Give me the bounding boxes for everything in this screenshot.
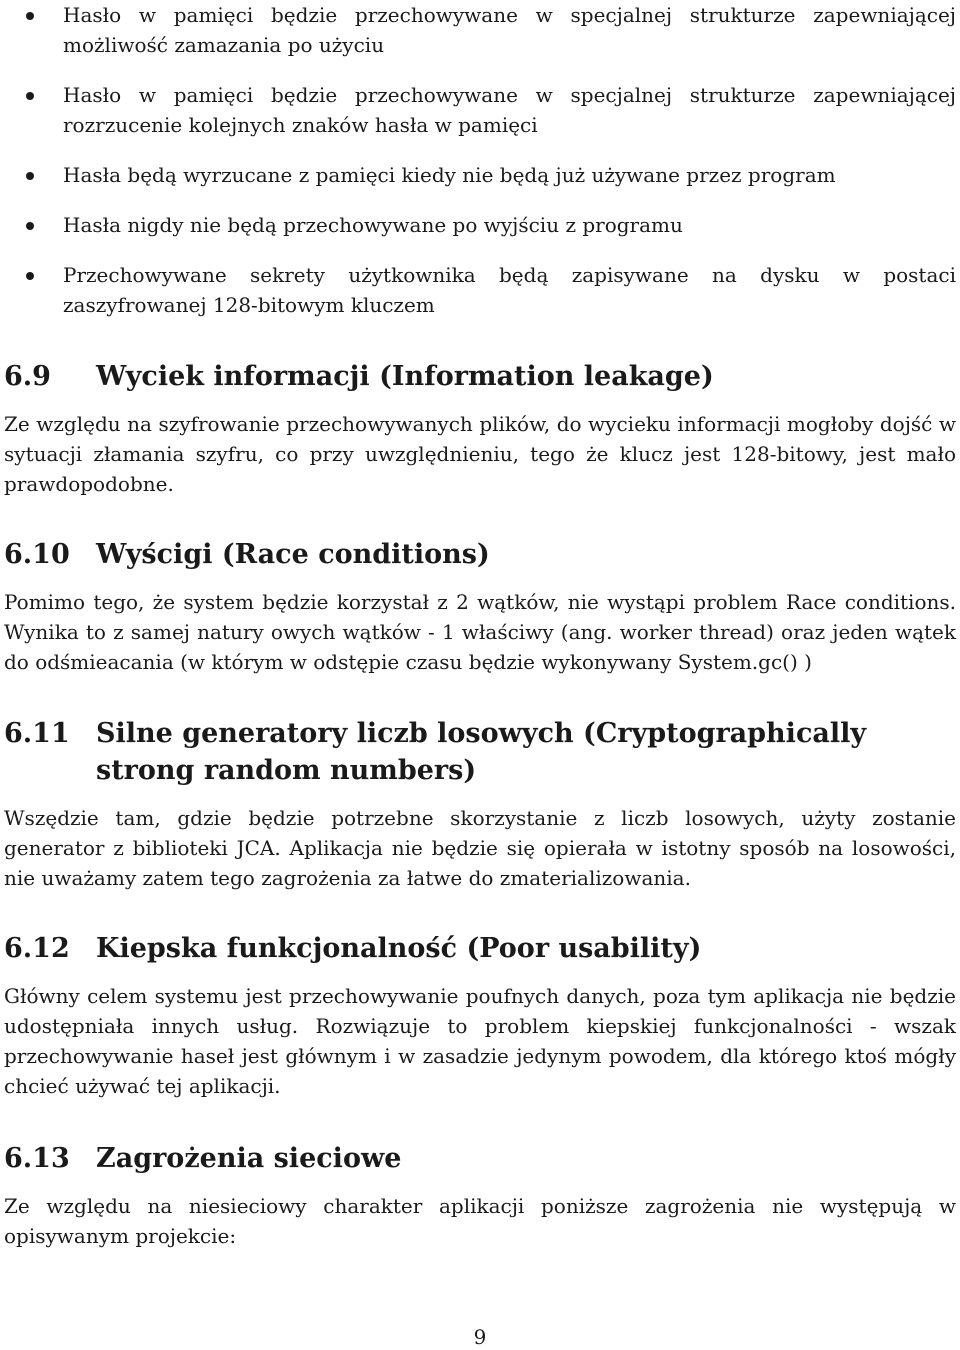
section-body: Główny celem systemu jest przechowywanie poufnych danych, poza tym aplikacja nie będzie udostępniała innych usług. Rozwiązuje to problem kiepskiej funkcjonalności - wszak przechowywanie haseł jest głównym i w zasadzie jedynym powodem, dla którego ktoś mógły chcieć używać tej aplikacji. [4, 984, 956, 1098]
section-heading [4, 1140, 956, 1177]
section-title: Silne generatory liczb losowych (Cryptographically strong random numbers) [96, 718, 867, 786]
section-number: 6.10 [4, 539, 70, 570]
bullet-icon [26, 172, 34, 180]
section-race-conditions [4, 536, 956, 677]
section-body: Ze względu na szyfrowanie przechowywanych plików, do wycieku informacji mogłoby dojść w sytuacji złamania szyfru, co przy uwzględnieniu, tego że klucz jest 128-bitowy, jest mało prawdopodobne. [4, 412, 956, 496]
section-heading [4, 536, 956, 573]
bullet-text: Hasła nigdy nie będą przechowywane po wyjściu z programu [63, 213, 683, 237]
section-number: 6.12 [4, 933, 70, 964]
page-number: 9 [473, 1325, 487, 1349]
section-heading [4, 930, 956, 967]
bullet-icon [26, 12, 34, 20]
bullet-icon [26, 222, 34, 230]
bullet-icon [26, 92, 34, 100]
list-item [4, 210, 956, 240]
section-title: Wyciek informacji (Information leakage) [96, 361, 714, 392]
list-item [4, 80, 956, 140]
section-body: Pomimo tego, że system będzie korzystał z 2 wątków, nie wystąpi problem Race conditions. Wynika to z samej natury owych wątków - 1 właściwy (ang. worker thread) oraz jeden wątek do odśmieacania (w którym w odstępie czasu będzie wykonywany System.gc() ) [4, 590, 956, 674]
section-poor-usability [4, 930, 956, 1101]
bullet-text: Hasło w pamięci będzie przechowywane w specjalnej strukturze zapewniającej rozrzucenie kolejnych znaków hasła w pamięci [63, 83, 956, 137]
section-number: 6.9 [4, 361, 51, 392]
section-title: Kiepska funkcjonalność (Poor usability) [96, 933, 702, 964]
section-number: 6.13 [4, 1143, 70, 1174]
list-item [4, 160, 956, 190]
section-information-leakage [4, 358, 956, 499]
section-title: Zagrożenia sieciowe [96, 1143, 402, 1174]
bullet-text: Hasło w pamięci będzie przechowywane w specjalnej strukturze zapewniającej możliwość zamazania po użyciu [63, 3, 956, 57]
list-item [4, 260, 956, 320]
section-network-threats [4, 1140, 956, 1251]
section-body: Wszędzie tam, gdzie będzie potrzebne skorzystanie z liczb losowych, użyty zostanie generator z biblioteki JCA. Aplikacja nie będzie się opierała w istotny sposób na losowości, nie uważamy zatem tego zagrożenia za łatwe do zmaterializowania. [4, 806, 956, 890]
section-title: Wyścigi (Race conditions) [96, 539, 490, 570]
section-number: 6.11 [4, 718, 70, 749]
section-random-numbers [4, 715, 956, 893]
section-heading [4, 358, 956, 395]
bullet-icon [26, 272, 34, 280]
bullet-text: Przechowywane sekrety użytkownika będą zapisywane na dysku w postaci zaszyfrowanej 128-bitowym kluczem [63, 263, 956, 317]
list-item [4, 0, 956, 60]
section-heading [4, 715, 956, 789]
section-body: Ze względu na niesieciowy charakter aplikacji poniższe zagrożenia nie występują w opisywanym projekcie: [4, 1194, 956, 1248]
bullet-text: Hasła będą wyrzucane z pamięci kiedy nie będą już używane przez program [63, 163, 836, 187]
